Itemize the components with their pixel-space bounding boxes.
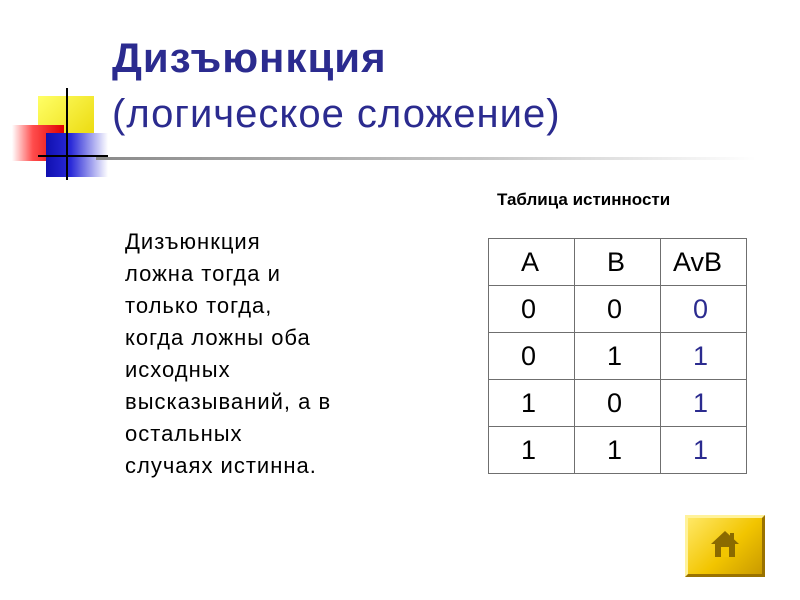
home-icon	[710, 529, 740, 559]
column-header-result: AvB	[661, 239, 747, 286]
table-header-row	[489, 239, 747, 286]
definition-text	[125, 226, 425, 482]
column-header-b: B	[575, 239, 661, 286]
result-cell: 0	[661, 286, 747, 333]
slide-title: Дизъюнкция	[112, 34, 387, 81]
result-cell: 1	[661, 380, 747, 427]
table-row	[489, 333, 747, 380]
table-cell: 1	[575, 333, 661, 380]
table-row	[489, 427, 747, 474]
definition-line: случаях истинна.	[125, 453, 317, 478]
result-cell: 1	[661, 427, 747, 474]
table-cell: 1	[489, 427, 575, 474]
table-row	[489, 286, 747, 333]
table-cell: 0	[575, 380, 661, 427]
table-cell: 0	[575, 286, 661, 333]
definition-line: остальных	[125, 421, 243, 446]
definition-line: только тогда,	[125, 293, 273, 318]
table-caption: Таблица истинности	[497, 190, 671, 209]
table-cell: 0	[489, 333, 575, 380]
definition-line: когда ложны оба	[125, 325, 311, 350]
definition-line: Дизъюнкция	[125, 229, 261, 254]
slide-subtitle: (логическое сложение)	[112, 92, 561, 136]
table-row	[489, 380, 747, 427]
definition-line: высказываний, а в	[125, 389, 332, 414]
table-cell: 1	[489, 380, 575, 427]
truth-table	[488, 238, 747, 474]
column-header-a: A	[489, 239, 575, 286]
definition-line: исходных	[125, 357, 231, 382]
result-cell: 1	[661, 333, 747, 380]
decorative-vertical-line	[66, 88, 68, 180]
home-button[interactable]	[685, 515, 765, 577]
title-divider	[96, 157, 756, 160]
table-cell: 0	[489, 286, 575, 333]
definition-line: ложна тогда и	[125, 261, 281, 286]
table-cell: 1	[575, 427, 661, 474]
